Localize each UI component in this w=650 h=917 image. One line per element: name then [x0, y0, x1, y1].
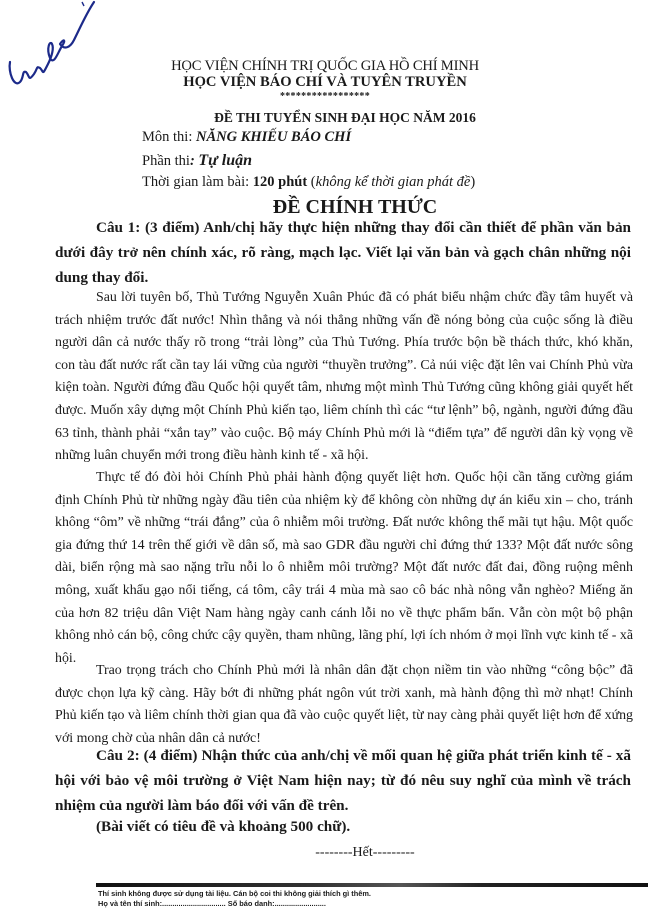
subject-value: NĂNG KHIẾU BÁO CHÍ — [195, 129, 352, 145]
paragraph-text: Thực tế đó đòi hỏi Chính Phủ phải hành động quyết liệt hơn. Quốc hội cần tăng cường giám định Chính Phủ từ những ngày đầu tiên của nhiệm kỳ để không còn những dự án kiểu xin – cho, tránh không “ôm” về những “trái đắng” của ô nhiễm môi trường. Đất nước không thể mãi tụt hậu. Một quốc gia đứng thứ 14 trên thế giới về dân số, mà sao GDR đầu người chỉ đứng thứ 133? Một đất nước sông dài, biển rộng mà sao nặng trĩu nỗi lo ô nhiễm môi trường? Một đất nước đất đai, đồng ruộng mênh mông, xuất khẩu gạo nổi tiếng, cá tôm, cây trái 4 mùa mà sao cô bác nhà nông vẫn nghèo? Miếng ăn của hơn 82 triệu dân Việt Nam hàng ngày canh cánh lỗi no về thực phẩm bẩn. Vẫn còn một bộ phận không nhỏ cán bộ, công chức cậy quyền, tham nhũng, lãng phí, lợi ích nhóm ở mọi lĩnh vực kinh tế - xã hội. — [55, 470, 633, 666]
exam-title: ĐỀ THI TUYỂN SINH ĐẠI HỌC NĂM 2016 — [214, 110, 476, 125]
header-divider: ***************** — [279, 91, 371, 102]
academy-name: HỌC VIỆN BÁO CHÍ VÀ TUYÊN TRUYỀN — [183, 74, 467, 90]
end-mark: --------Hết--------- — [315, 845, 415, 860]
question-2 — [55, 743, 631, 818]
time-label: Thời gian làm bài: — [142, 174, 253, 190]
subject-label: Môn thi: — [142, 129, 196, 145]
footer-divider — [96, 883, 648, 887]
footer-candidate-fields: Họ và tên thí sinh:............................... Số báo danh:......................... — [98, 899, 326, 908]
question-2-text: Câu 2: (4 điểm) Nhận thức của anh/chị về mối quan hệ giữa phát triển kinh tế - xã hội với bảo vệ môi trường ở Việt Nam hiện nay; từ đó nêu suy nghĩ của mình về trách nhiệm của người làm báo đối với vấn đề trên. — [55, 747, 631, 814]
paragraph-text: Trao trọng trách cho Chính Phủ mới là nhân dân đặt chọn niềm tin vào những “công bộc” đã được chọn lựa kỹ càng. Hãy bớt đi những phát ngôn vút trời xanh, mà hành động thì mờ nhạt! Chính Phủ kiến tạo và liêm chính thời gian qua đã vào cuộc quyết liệt, từ nay càng phải quyết liệt hơn để xứng với mong chờ của nhân dân cả nước! — [55, 663, 633, 746]
question-1 — [55, 215, 631, 290]
time-value: 120 phút — [252, 174, 308, 190]
exam-duration — [142, 174, 475, 191]
footer-instruction: Thí sinh không được sử dụng tài liệu. Cán bộ coi thi không giải thích gì thêm. — [98, 889, 371, 898]
question-1-text: Câu 1: (3 điểm) Anh/chị hãy thực hiện những thay đổi cần thiết để phần văn bản dưới đây trở nên chính xác, rõ ràng, mạch lạc. Viết lại văn bản và gạch chân những nội dung thay đổi. — [55, 219, 631, 286]
passage-paragraph-3 — [55, 660, 633, 750]
time-note: không kể thời gian phát đề — [315, 174, 471, 190]
part-value: Tự luận — [198, 152, 253, 169]
question-2-note: (Bài viết có tiêu đề và khoảng 500 chữ). — [96, 818, 351, 835]
paragraph-text: Sau lời tuyên bố, Thủ Tướng Nguyễn Xuân Phúc đã có phát biểu nhậm chức đầy tâm huyết và trách nhiệm trước đất nước! Nhìn thẳng và nói thẳng những vấn đề nóng bỏng của cuộc sống là điều người dân cả nước thấy rõ trong “trải lòng” của Thủ Tướng. Phía trước bộn bề thách thức, khó khăn, con tàu đất nước rất cần tay lái vững của người “thuyền trưởng”. Cả núi việc đặt lên vai Chính Phủ vừa kiện toàn. Người đứng đầu Quốc hội quyết tâm, nhưng một mình Thủ Tướng cũng không giải quyết hết được. Muốn xây dựng một Chính Phủ kiến tạo, liêm chính thì các “tư lệnh” bộ, ngành, người đứng đầu 63 tỉnh, thành phải “xắn tay” vào cuộc. Bộ máy Chính Phủ mới là “điểm tựa” để người dân kỳ vọng về những luân chuyển mới trong điều hành kinh tế - xã hội. — [55, 290, 633, 464]
passage-paragraph-1 — [55, 287, 633, 468]
part-label: Phần thi — [142, 153, 190, 169]
official-exam-label: ĐỀ CHÍNH THỨC — [272, 196, 438, 218]
paren-open: ( — [307, 174, 316, 190]
ministry-name: HỌC VIỆN CHÍNH TRỊ QUỐC GIA HỒ CHÍ MINH — [171, 58, 479, 74]
part-colon: : — [189, 153, 199, 169]
exam-subject — [142, 129, 351, 146]
exam-part — [142, 152, 252, 170]
paren-close: ) — [470, 174, 476, 190]
passage-paragraph-2 — [55, 467, 633, 670]
